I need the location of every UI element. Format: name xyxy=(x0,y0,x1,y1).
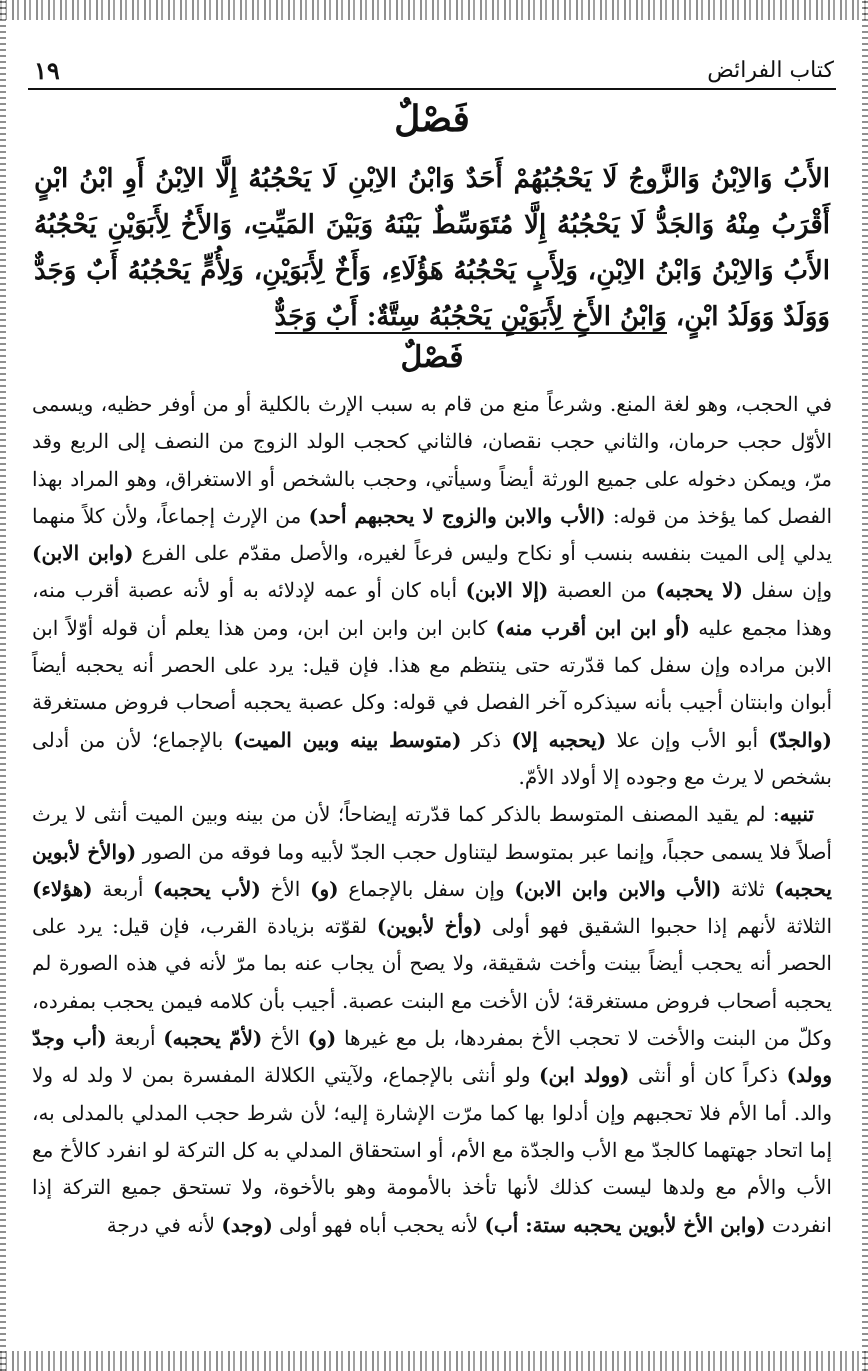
commentary-fragment: كابن ابن وابن ابن ابن، ومن هذا يعلم أن قوله أوّلاً ابن الابن مراده وإن سفل كما قدّرته حتى ينتظم مع هذا. فإن قيل: يرد على الحصر أنه يحجبه أيضاً أبوان وابنتان أجيب بأنه سيذكره آخر الفصل في قوله: وكل عصبة يحجبه أصحاب فروض مستغرقة xyxy=(32,615,832,715)
quoted-matn-fragment: (أو ابن ابن أقرب منه) xyxy=(495,615,691,640)
running-header xyxy=(28,52,836,90)
quoted-matn-fragment: (والجدّ) xyxy=(768,727,832,752)
commentary-fragment: وإن سفل بالإجماع xyxy=(338,876,515,901)
commentary-fragment: الأخ xyxy=(260,876,311,901)
quoted-matn-fragment: (والأخ لأبوين يحجبه) xyxy=(32,839,832,901)
decorative-border-right xyxy=(862,0,868,1371)
commentary-text xyxy=(32,386,832,1244)
quoted-matn-fragment: (وابن الأخ لأبوين يحجبه ستة: أب) xyxy=(484,1212,766,1237)
book-page xyxy=(28,52,836,1342)
commentary-fragment: لأنه في درجة xyxy=(106,1212,222,1237)
section-heading-matn: فَصْلٌ xyxy=(394,98,470,140)
quoted-matn-fragment: (و) xyxy=(307,1026,337,1051)
matn-underlined-text: وَابْنُ الأَخِ لِأَبَوَيْنِ يَحْجُبُهُ سِتَّةٌ: أَبٌ وَجَدٌّ xyxy=(274,302,667,332)
commentary-fragment: بالإجماع؛ لأن من أدلى بشخص لا يرث مع وجوده إلا أولاد الأمّ. xyxy=(32,727,832,789)
quoted-matn-fragment: (وجد) xyxy=(221,1212,273,1237)
matn-text xyxy=(34,156,830,340)
commentary-fragment: من العصبة xyxy=(548,578,656,603)
commentary-fragment: أبو الأب وإن علا xyxy=(606,727,769,752)
commentary-fragment: أربعة xyxy=(92,876,154,901)
commentary-paragraph-2 xyxy=(32,796,832,1244)
quoted-matn-fragment: (وابن الابن) xyxy=(32,541,134,566)
commentary-fragment: في الحجب، وهو لغة المنع. وشرعاً منع من قام به سبب الإرث بالكلية أو من أوفر حظيه، ويسمى الأوّل حجب حرمان، والثاني حجب نقصان، فالثاني كحجب الولد الزوج من النصف إلى الربع وقد مرّ، ويمكن دخوله على جميع الورثة أيضاً وسيأتي، وحجب بالشخص أو الاستغراق، وهو المراد بهذا الفصل كما يؤخذ من قوله: xyxy=(32,392,832,528)
quoted-matn-fragment: (يحجبه إلا) xyxy=(511,727,607,752)
commentary-fragment: أربعة xyxy=(106,1026,164,1051)
quoted-matn-fragment: (لا يحجبه) xyxy=(655,578,743,603)
commentary-fragment: من الإرث إجماعاً، ولأن كلاً منهما يدلي إلى الميت بنفسه بنسب أو نكاح وليس فرعاً لغيره، والأصل مقدّم على الفرع xyxy=(32,503,832,566)
decorative-border-left xyxy=(0,0,6,1371)
book-title: كتاب الفرائض xyxy=(707,58,834,83)
section-heading-commentary: فَصْلٌ xyxy=(400,340,464,375)
decorative-border-top xyxy=(0,0,868,20)
commentary-fragment: : لم يقيد المصنف المتوسط بالذكر كما قدّرته إيضاحاً؛ لأن من بينه وبين الميت أنثى لا يرث أصلاً فلا يسمى حجباً، وإنما عبر بمتوسط ليتناول حجب الجدّ لأبيه وما فوقه من الصور xyxy=(32,802,832,864)
quoted-matn-fragment: (و) xyxy=(310,876,339,901)
commentary-fragment: الأخ xyxy=(262,1026,308,1051)
quoted-matn-fragment: (لأمّ يحجبه) xyxy=(163,1026,263,1051)
commentary-fragment: ولو أنثى بالإجماع، ولآيتي الكلالة المفسرة بمن لا ولد له ولا والد. أما الأم فلا تحجبهم وإن أدلوا بها كما مرّت الإشارة إليه؛ لأن شرط حجب المدلي بالمدلى به، إما اتحاد جهتهما كالجدّ مع الأب والجدّة مع الأم، أو استحقاق المدلي به كل التركة لو انفرد كالأخ مع الأب والأم مع ولدها ليست كذلك لأنها تأخذ بالأمومة وهو بالأخوة، ولا تستحق جميع التركة إذا انفردت xyxy=(32,1063,832,1237)
matn-main-text: الأَبُ وَالاِبْنُ وَالزَّوجُ لَا يَحْجُبُهُمْ أَحَدٌ وَابْنُ الاِبْنِ لَا يَحْجُبُهُ إِلَّا الاِبْنُ أَوِ ابْنُ ابْنٍ أَقْرَبُ مِنْهُ وَالجَدُّ لَا يَحْجُبُهُ إِلَّا مُتَوَسِّطٌ بَيْنَهُ وَبَيْنَ المَيِّتِ، وَالأَخُ لِأَبَوَيْنِ يَحْجُبُهُ الأَبُ وَالاِبْنُ وَابْنُ الاِبْنِ، وَلِأَبٍ يَحْجُبُهُ هَؤُلَاءِ، وَأَخٌ لِأَبَوَيْنِ، وَلِأُمٍّ يَحْجُبُهُ أَبٌ وَجَدٌّ وَوَلَدٌ وَوَلَدُ ابْنٍ، xyxy=(34,164,830,332)
commentary-fragment: وإن سفل xyxy=(743,578,833,603)
quoted-matn-fragment: تنبيه xyxy=(779,802,814,827)
quoted-matn-fragment: (وأخ لأبوين) xyxy=(376,914,483,939)
decorative-border-bottom xyxy=(0,1351,868,1371)
quoted-matn-fragment: (الأب والابن وابن الابن) xyxy=(514,876,722,901)
commentary-fragment: ثلاثة xyxy=(721,876,775,901)
quoted-matn-fragment: (وولد ابن) xyxy=(539,1063,630,1088)
commentary-fragment: ذكراً كان أو أنثى xyxy=(629,1063,787,1088)
page-number: ١٩ xyxy=(34,56,60,85)
commentary-fragment: أباه كان أو عمه لإدلائه به أو لأنه عصبة أقرب منه، وهذا مجمع عليه xyxy=(32,578,833,640)
quoted-matn-fragment: (أب وجدّ وولد) xyxy=(32,1026,832,1088)
quoted-matn-fragment: (لأب يحجبه) xyxy=(153,876,261,901)
quoted-matn-fragment: (الأب والابن والزوج لا يحجبهم أحد) xyxy=(308,503,606,528)
quoted-matn-fragment: (متوسط بينه وبين الميت) xyxy=(233,727,462,752)
quoted-matn-fragment: (هؤلاء) xyxy=(32,876,93,901)
commentary-fragment: الثلاثة لأنهم إذا حجبوا الشقيق فهو أولى xyxy=(482,914,833,939)
commentary-paragraph-1 xyxy=(32,386,832,796)
commentary-fragment: لقوّته بزيادة القرب، فإن قيل: يرد على الحصر أنه يحجب أيضاً بينت وأخت شقيقة، ولا يصح أن يجاب عنه بما مرّ لأنه في هذه الصورة لم يحجبه أصحاب فروض مستغرقة؛ لأن الأخت مع البنت عصبة. أجيب بأن كلامه فيمن يحجب بمفرده، وكلّ من البنت والأخت لا تحجب الأخ بمفردها، بل مع غيرها xyxy=(32,914,832,1051)
commentary-fragment: ذكر xyxy=(461,727,512,752)
quoted-matn-fragment: (إلا الابن) xyxy=(465,578,549,603)
commentary-fragment: لأنه يحجب أباه فهو أولى xyxy=(272,1212,485,1237)
